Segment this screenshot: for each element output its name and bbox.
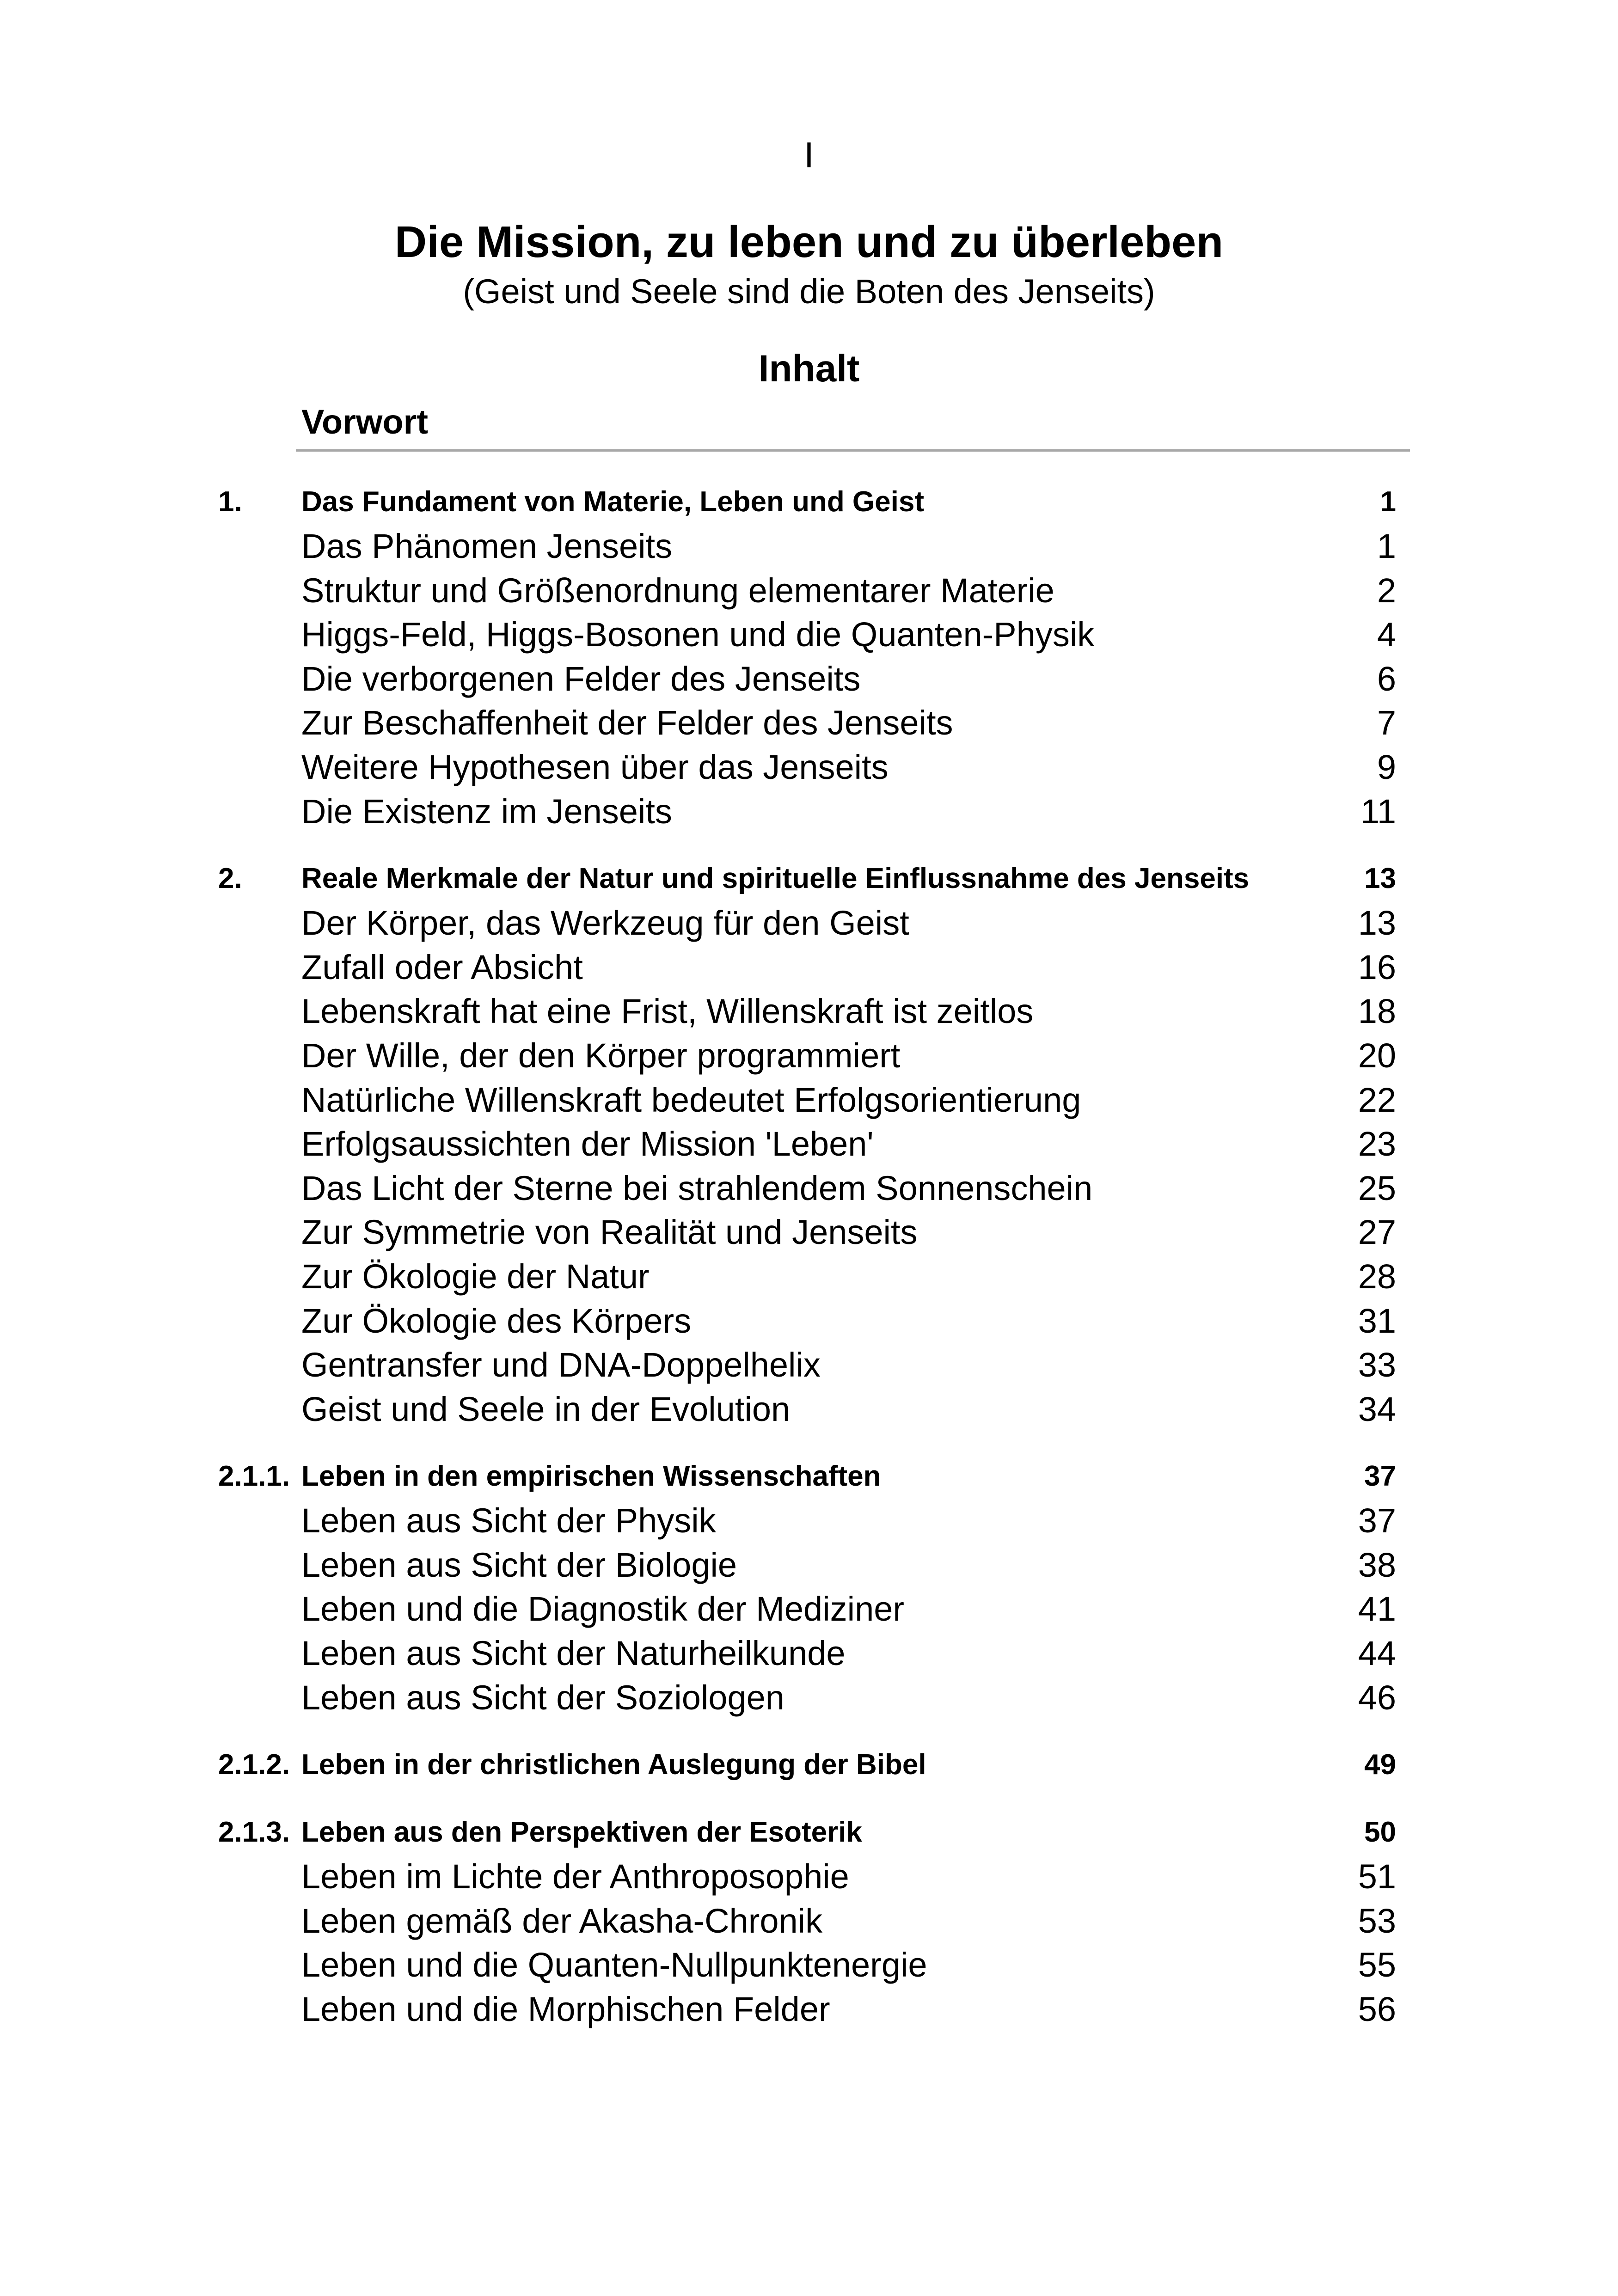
entry-title: Zufall oder Absicht [301,948,583,986]
entry-title: Leben aus Sicht der Soziologen [301,1678,784,1717]
toc-entry [0,945,1618,990]
section-title: Reale Merkmale der Natur und spirituelle Einflussnahme des Jenseits [301,863,1250,895]
entry-page: 2 [1377,571,1396,610]
toc-entry [0,1943,1618,1987]
entry-title: Leben aus Sicht der Naturheilkunde [301,1634,846,1673]
toc-section [0,1806,1618,2031]
toc-entry [0,1122,1618,1166]
entry-title: Leben im Lichte der Anthroposophie [301,1857,849,1896]
entry-title: Zur Symmetrie von Realität und Jenseits [301,1213,918,1252]
toc-entry [0,1676,1618,1720]
toc-section-heading [0,1451,1618,1499]
toc-entry [0,1166,1618,1211]
section-title: Leben aus den Perspektiven der Esoterik [301,1816,862,1849]
entry-title: Struktur und Größenordnung elementarer Materie [301,571,1054,610]
entry-page: 4 [1377,615,1396,654]
section-number: 1. [218,486,242,518]
entry-page: 27 [1358,1213,1396,1252]
entry-title: Leben und die Diagnostik der Mediziner [301,1590,905,1629]
entry-title: Der Wille, der den Körper programmiert [301,1036,901,1075]
book-title: Die Mission, zu leben und zu überleben [394,217,1224,267]
section-page: 50 [1364,1816,1396,1849]
section-page: 13 [1364,863,1396,895]
entry-page: 7 [1377,704,1396,742]
section-number: 2.1.1. [218,1460,290,1493]
entry-title: Lebenskraft hat eine Frist, Willenskraft ist zeitlos [301,992,1034,1031]
toc-section [0,476,1618,833]
entry-title: Das Licht der Sterne bei strahlendem Sonnenschein [301,1169,1093,1207]
entry-page: 20 [1358,1036,1396,1075]
divider [296,449,1410,452]
toc-section-heading [0,1806,1618,1855]
toc-entry [0,1987,1618,2032]
entry-title: Zur Ökologie der Natur [301,1257,650,1296]
entry-title: Erfolgsaussichten der Mission 'Leben' [301,1125,874,1163]
toc-entry [0,745,1618,790]
toc-entry [0,989,1618,1034]
toc-entry [0,1631,1618,1676]
entry-page: 11 [1361,792,1396,831]
entry-title: Der Körper, das Werkzeug für den Geist [301,904,909,943]
entry-page: 37 [1358,1501,1396,1540]
section-title: Das Fundament von Materie, Leben und Geist [301,486,924,518]
entry-page: 34 [1358,1390,1396,1428]
entry-title: Zur Beschaffenheit der Felder des Jenseits [301,704,953,742]
preface-entry: Vorwort [301,403,429,441]
toc-entry [0,1587,1618,1631]
entry-title: Zur Ökologie des Körpers [301,1301,692,1340]
entry-page: 28 [1358,1257,1396,1296]
entry-page: 44 [1358,1634,1396,1673]
entry-title: Leben und die Quanten-Nullpunktenergie [301,1946,927,1984]
page-number: I [804,135,814,175]
toc-entry [0,569,1618,613]
entry-page: 55 [1358,1946,1396,1984]
entry-page: 38 [1358,1545,1396,1584]
entry-title: Leben und die Morphischen Felder [301,1990,830,2029]
toc-entry [0,701,1618,745]
entry-title: Higgs-Feld, Higgs-Bosonen und die Quanten-Physik [301,615,1095,654]
toc-entry [0,612,1618,657]
section-page: 37 [1364,1460,1396,1493]
toc-section [0,1451,1618,1720]
entry-page: 56 [1358,1990,1396,2029]
section-title: Leben in der christlichen Auslegung der Bibel [301,1749,926,1781]
toc-entry [0,524,1618,569]
entry-page: 23 [1358,1125,1396,1163]
entry-title: Leben gemäß der Akasha-Chronik [301,1901,823,1940]
toc-section-heading [0,853,1618,901]
toc-section [0,1739,1618,1787]
entry-page: 51 [1358,1857,1396,1896]
toc-entry [0,1543,1618,1587]
table-of-contents [0,476,1618,2051]
entry-page: 33 [1358,1346,1396,1384]
entry-title: Geist und Seele in der Evolution [301,1390,791,1428]
section-number: 2.1.3. [218,1816,290,1849]
section-title: Leben in den empirischen Wissenschaften [301,1460,881,1493]
toc-entry [0,1387,1618,1432]
section-page: 49 [1364,1749,1396,1781]
section-number: 2. [218,863,242,895]
entry-page: 31 [1358,1301,1396,1340]
entry-title: Leben aus Sicht der Physik [301,1501,716,1540]
toc-entry [0,901,1618,945]
toc-section-heading [0,476,1618,524]
entry-page: 18 [1358,992,1396,1031]
entry-title: Die verborgenen Felder des Jenseits [301,659,861,698]
toc-entry [0,1210,1618,1255]
entry-page: 1 [1377,527,1396,565]
toc-entry [0,1255,1618,1299]
toc-entry [0,1899,1618,1943]
entry-title: Leben aus Sicht der Biologie [301,1545,737,1584]
entry-page: 16 [1358,948,1396,986]
book-subtitle: (Geist und Seele sind die Boten des Jenseits) [463,272,1155,311]
entry-title: Die Existenz im Jenseits [301,792,672,831]
toc-entry [0,790,1618,834]
toc-section [0,853,1618,1431]
entry-page: 6 [1377,659,1396,698]
entry-page: 9 [1377,747,1396,786]
section-page: 1 [1380,486,1396,518]
toc-entry [0,657,1618,701]
entry-page: 22 [1358,1080,1396,1119]
entry-page: 41 [1358,1590,1396,1629]
entry-title: Das Phänomen Jenseits [301,527,673,565]
section-number: 2.1.2. [218,1749,290,1781]
entry-title: Natürliche Willenskraft bedeutet Erfolgsorientierung [301,1080,1081,1119]
toc-entry [0,1855,1618,1899]
toc-entry [0,1343,1618,1387]
entry-page: 25 [1358,1169,1396,1207]
entry-title: Gentransfer und DNA-Doppelhelix [301,1346,821,1384]
toc-section-heading [0,1739,1618,1787]
entry-title: Weitere Hypothesen über das Jenseits [301,747,889,786]
toc-entry [0,1499,1618,1543]
entry-page: 53 [1358,1901,1396,1940]
toc-entry [0,1299,1618,1343]
entry-page: 13 [1358,904,1396,943]
entry-page: 46 [1358,1678,1396,1717]
toc-entry [0,1078,1618,1122]
contents-heading: Inhalt [758,348,860,390]
toc-entry [0,1034,1618,1078]
